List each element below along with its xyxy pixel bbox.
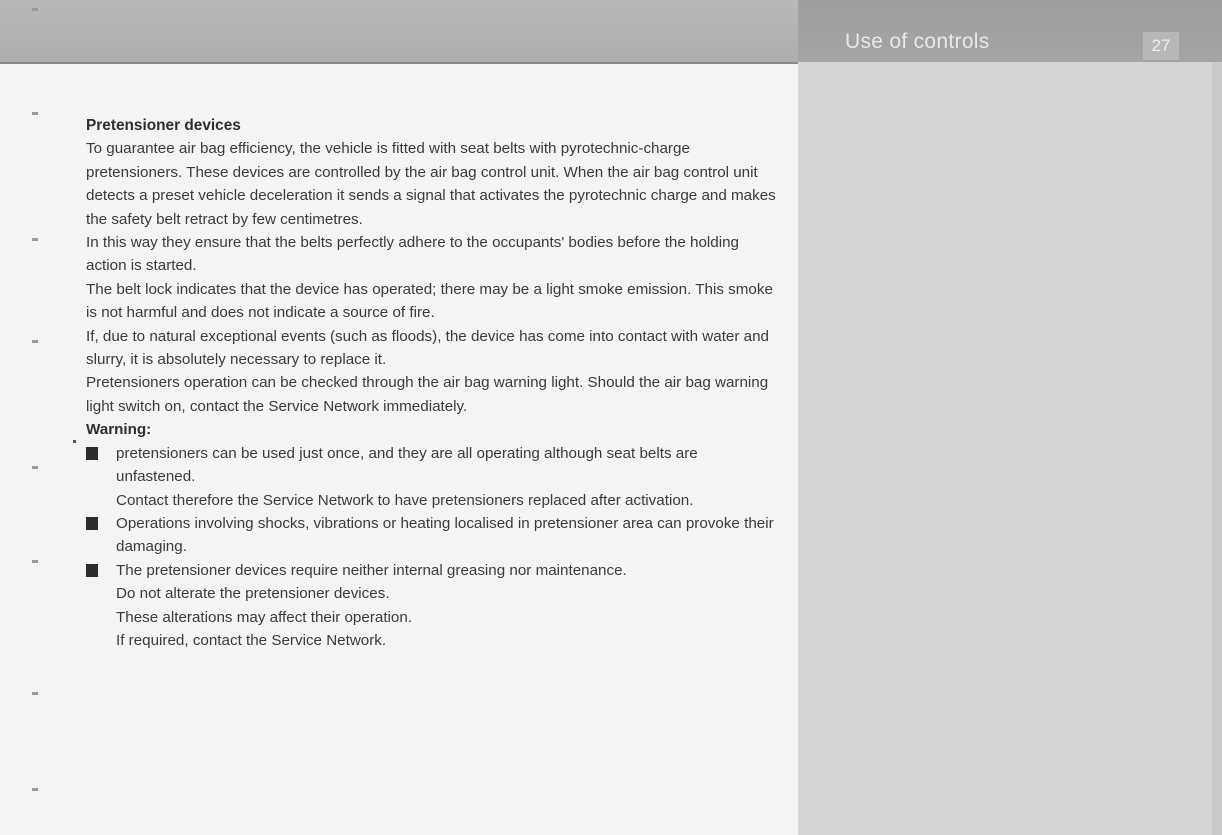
- binding-marks: [28, 0, 42, 835]
- warning-item: [86, 512, 776, 559]
- section-title: Use of controls: [845, 30, 990, 53]
- bullet-square-icon: [86, 564, 98, 577]
- margin-dot: [73, 440, 76, 443]
- warning-line: pretensioners can be used just once, and they are all operating although seat belts are unfastened.: [116, 444, 698, 486]
- warning-item: [86, 559, 776, 653]
- warning-line: If required, contact the Service Network.: [116, 631, 387, 649]
- bullet-square-icon: [86, 447, 98, 460]
- binding-mark: [32, 340, 38, 343]
- page-number: 27: [1143, 32, 1179, 60]
- warning-line: Operations involving shocks, vibrations or heating localised in pretensioner area can provoke their damaging.: [116, 514, 774, 556]
- warning-heading: Warning:: [86, 421, 152, 439]
- binding-mark: [32, 8, 38, 11]
- side-panel: [798, 62, 1222, 835]
- article-body: [86, 114, 776, 652]
- binding-mark: [32, 788, 38, 791]
- side-panel-edge: [1212, 62, 1222, 835]
- bullet-square-icon: [86, 517, 98, 530]
- binding-mark: [32, 466, 38, 469]
- paragraph: Pretensioners operation can be checked through the air bag warning light. Should the air bag warning light switch on, contact the Service Network immediately.: [86, 374, 769, 415]
- binding-mark: [32, 112, 38, 115]
- warning-line: Do not alterate the pretensioner devices.: [116, 585, 390, 603]
- binding-mark: [32, 692, 38, 695]
- paragraph: If, due to natural exceptional events (such as floods), the device has come into contact with water and slurry, it is absolutely necessary to replace it.: [86, 327, 769, 369]
- paragraph: In this way they ensure that the belts perfectly adhere to the occupants' bodies before the holding action is started.: [86, 234, 740, 275]
- warning-list: [86, 442, 776, 653]
- paragraph: The belt lock indicates that the device has operated; there may be a light smoke emission. This smoke is not harmful and does not indicate a source of fire.: [86, 280, 773, 322]
- warning-line: These alterations may affect their operation.: [116, 608, 413, 626]
- binding-mark: [32, 238, 38, 241]
- paragraph: To guarantee air bag efficiency, the vehicle is fitted with seat belts with pyrotechnic-charge pretensioners. These devices are controlled by the air bag control unit. When the air bag control unit detects a preset vehicle deceleration it sends a signal that activates the pyrotechnic charge and makes the safety belt retract by few centimetres.: [86, 140, 776, 228]
- warning-line: Contact therefore the Service Network to have pretensioners replaced after activation.: [116, 491, 694, 509]
- warning-line: The pretensioner devices require neither internal greasing nor maintenance.: [116, 561, 627, 579]
- article-heading: Pretensioner devices: [86, 117, 241, 134]
- warning-item: [86, 442, 776, 512]
- binding-mark: [32, 560, 38, 563]
